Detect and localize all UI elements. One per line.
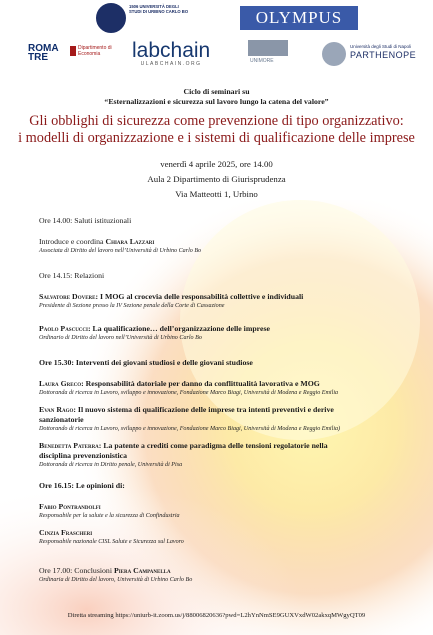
- conclusions-line: [39, 566, 399, 576]
- talk-title: : La qualificazione… dell’organizzazione delle imprese: [87, 324, 270, 333]
- talk-line: [39, 379, 399, 389]
- session-young-scholars: [39, 358, 399, 368]
- talk-title-cont: [39, 451, 399, 461]
- speaker-role: Dottoranda di ricerca in Diritto penale, Università di Pisa: [39, 462, 183, 468]
- labchain-url: ULABCHAIN.ORG: [140, 61, 202, 67]
- talk-line: [39, 405, 399, 415]
- talk-title: : I MOG al crocevia delle responsabilità collettive e individuali: [95, 292, 304, 301]
- moderator-name: Chiara Lazzari: [105, 237, 155, 246]
- talk-line: [39, 292, 399, 302]
- event-venue: Aula 2 Dipartimento di Giurisprudenza: [147, 174, 286, 184]
- moderator-line: [39, 237, 399, 247]
- session-opinions: [39, 481, 399, 491]
- opinion-frascheri: [39, 528, 399, 546]
- event-title-line2: i modelli di organizzazione e i sistemi di qualificazione delle imprese: [18, 130, 415, 146]
- speaker-name: Laura Greco: [39, 379, 82, 388]
- talk-greco: [39, 379, 399, 397]
- speaker-role: Responsabile nazionale CISL Salute e Sicurezza sul Lavoro: [39, 539, 184, 545]
- talk-title: : Responsabilità datoriale per danno da conflittualità lavorativa e MOG: [81, 379, 320, 388]
- speaker-name: Evan Rago: [39, 405, 74, 414]
- session-time-text: Ore 15.30: Interventi dei giovani studiosi e delle giovani studiose: [39, 358, 253, 367]
- speaker-role: Dottorando di ricerca in Lavoro, sviluppo e innovazione, Fondazione Marco Biagi, Università di Modena e Reggio Emilia): [39, 426, 341, 432]
- session-time: [39, 481, 399, 491]
- event-date: venerdì 4 aprile 2025, ore 14.00: [160, 159, 273, 169]
- talk-title-line2: sanzionatorie: [39, 415, 84, 424]
- speaker-name: Piera Campanella: [113, 566, 171, 575]
- dipartimento-economia-logo: Dipartimento di Economia: [70, 45, 118, 57]
- speaker-role: Ordinario di Diritto del lavoro nell’Università di Urbino Carlo Bo: [39, 335, 202, 341]
- conclusions-prefix: Ore 17.00: Conclusioni: [39, 566, 114, 575]
- talk-title-cont: [39, 415, 399, 425]
- roma-tre-line1: ROMA: [28, 43, 59, 54]
- session-time: Ore 14.00: Saluti istituzionali: [39, 216, 132, 225]
- talk-title-line2: disciplina prevenzionistica: [39, 451, 128, 460]
- opinion-pontrandolfi: [39, 502, 399, 520]
- session-conclusions: [39, 566, 399, 584]
- talk-line: [39, 324, 399, 334]
- session-time: [39, 358, 399, 368]
- moderator: [39, 237, 399, 255]
- moderator-prefix: Introduce e coordina: [39, 237, 106, 246]
- event-address: Via Matteotti 1, Urbino: [175, 189, 258, 199]
- speaker-role: Dottoranda di ricerca in Lavoro, sviluppo e innovazione, Fondazione Marco Biagi, Università di Modena e Reggio Emilia: [39, 390, 339, 396]
- speaker-role: Ordinaria di Diritto del lavoro, Università di Urbino Carlo Bo: [39, 577, 193, 583]
- talk-title: : Il nuovo sistema di qualificazione delle imprese tra intenti preventivi e derive: [73, 405, 334, 414]
- moderator-role: Associata di Diritto del lavoro nell’Università di Urbino Carlo Bo: [39, 248, 202, 254]
- speaker-name: Cinzia Frascheri: [39, 528, 93, 537]
- labchain-wordmark: labchain: [132, 39, 211, 62]
- parthenope-name: PARTHENOPE: [350, 50, 417, 60]
- session-time-text: Ore 16.15: Le opinioni di:: [39, 481, 125, 490]
- speaker-name: Salvatore Dovere: [39, 292, 96, 301]
- unimore-text: UNIMORE: [250, 58, 274, 64]
- streaming-link[interactable]: Diretta streaming https://uniurb-it.zoom.us/j/88006820636?pwd=L2hYnNmSE9GUXVxdW02akxqMWgyQT09: [67, 612, 366, 619]
- uniurb-logo-text: 1506 UNIVERSITÀ DEGLI STUDI DI URBINO CARLO BO: [129, 4, 189, 14]
- talk-paterra: [39, 441, 399, 469]
- talk-dovere: [39, 292, 399, 310]
- event-title-line1: Gli obblighi di sicurezza come prevenzione di tipo organizzativo:: [29, 113, 404, 129]
- session-talks: [39, 271, 399, 281]
- opinion-line: [39, 502, 399, 512]
- talk-line: [39, 441, 399, 451]
- speaker-name: Paolo Pascucci: [39, 324, 88, 333]
- parthenope-caption: Università degli Studi di Napoli: [350, 44, 412, 49]
- talk-rago: [39, 405, 399, 433]
- roma-tre-line2: TRE: [28, 52, 48, 63]
- session-time: Ore 14.15: Relazioni: [39, 271, 105, 280]
- speaker-name: Fabio Pontrandolfi: [39, 502, 101, 511]
- speaker-name: Benedetta Paterra: [39, 441, 99, 450]
- opinion-line: [39, 528, 399, 538]
- series-title: “Esternalizzazioni e sicurezza sul lavoro lungo la catena del valore”: [104, 97, 329, 106]
- olympus-logo: OLYMPUS: [240, 6, 358, 30]
- speaker-role: Presidente di Sezione presso la IV Sezione penale della Corte di Cassazione: [39, 303, 225, 309]
- talk-pascucci: [39, 324, 399, 342]
- session-welcome: [39, 216, 399, 226]
- talk-title: : La patente a crediti come paradigma delle tensioni regolatorie nella: [98, 441, 328, 450]
- speaker-role: Responsabile per la salute e la sicurezza di Confindustria: [39, 513, 180, 519]
- series-label: Ciclo di seminari su: [183, 87, 250, 96]
